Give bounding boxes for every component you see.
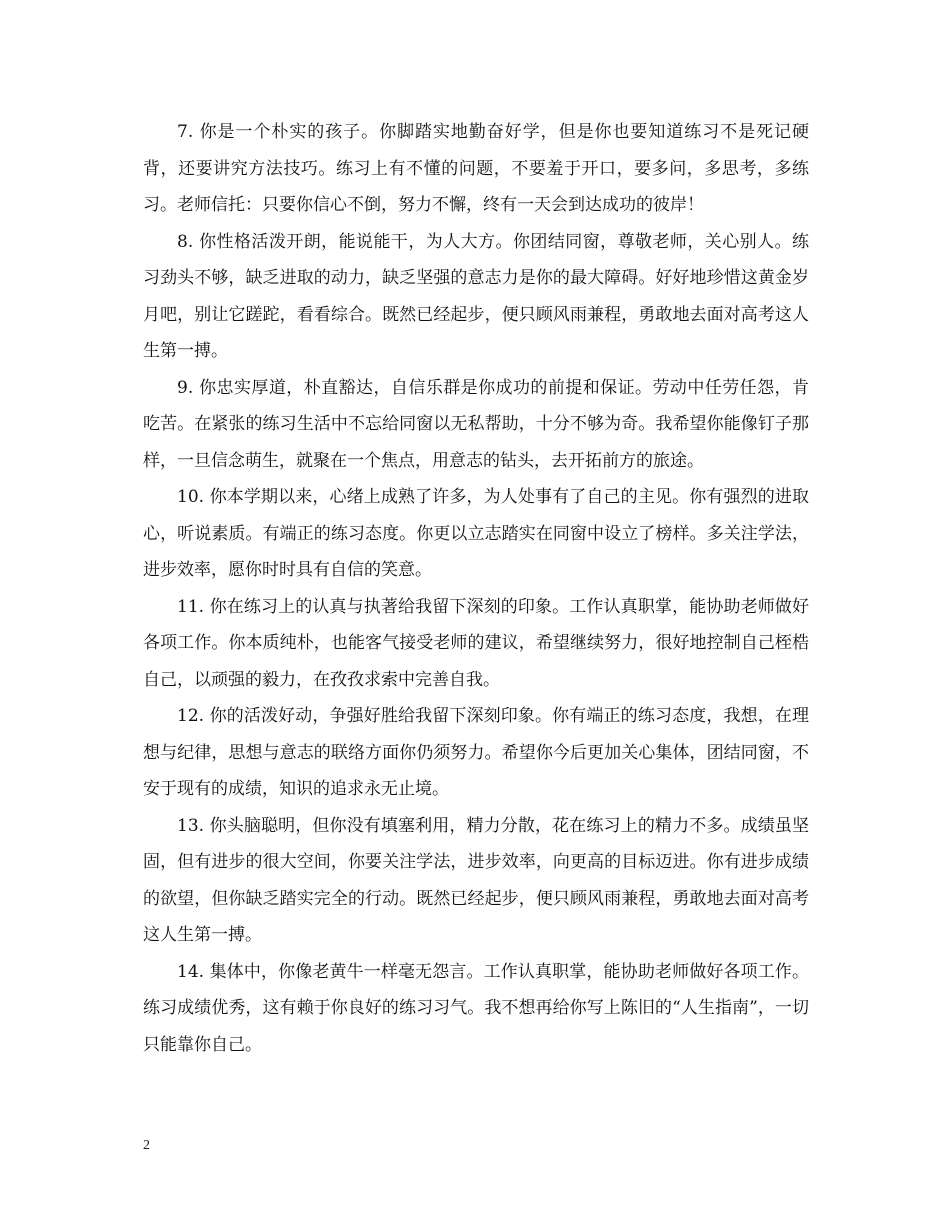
comment-paragraph-8: 8. 你性格活泼开朗，能说能干，为人大方。你团结同窗，尊敬老师，关心别人。练习劲头不够，缺乏进取的动力，缺乏坚强的意志力是你的最大障碍。好好地珍惜这黄金岁月吧，别让它蹉跎，看看综合。既然已经起步，便只顾风雨兼程，勇敢地去面对高考这人生第一搏。: [143, 231, 809, 361]
comment-paragraph-7: 7. 你是一个朴实的孩子。你脚踏实地勤奋好学，但是你也要知道练习不是死记硬背，还要讲究方法技巧。练习上有不懂的问题，不要羞于开口，要多问，多思考，多练习。老师信托：只要你信心不倒，努力不懈，终有一天会到达成功的彼岸！: [143, 122, 809, 215]
page-number: 2: [143, 1138, 150, 1153]
document-body: [143, 114, 809, 1063]
comment-paragraph-13: 13. 你头脑聪明，但你没有填塞利用，精力分散，花在练习上的精力不多。成绩虽坚固，但有进步的很大空间，你要关注学法，进步效率，向更高的目标迈进。你有进步成绩的欲望，但你缺乏踏实完全的行动。既然已经起步，便只顾风雨兼程，勇敢地去面对高考这人生第一搏。: [143, 815, 809, 945]
comment-paragraph-14: 14. 集体中，你像老黄牛一样毫无怨言。工作认真职掌，能协助老师做好各项工作。练习成绩优秀，这有赖于你良好的练习习气。我不想再给你写上陈旧的“人生指南”，一切只能靠你自己。: [143, 961, 809, 1055]
comment-paragraph-11: 11. 你在练习上的认真与执著给我留下深刻的印象。工作认真职掌，能协助老师做好各项工作。你本质纯朴，也能客气接受老师的建议，希望继续努力，很好地控制自己桎梏自己，以顽强的毅力，在孜孜求索中完善自我。: [143, 596, 809, 690]
comment-paragraph-9: 9. 你忠实厚道，朴直豁达，自信乐群是你成功的前提和保证。劳动中任劳任怨，肯吃苦。在紧张的练习生活中不忘给同窗以无私帮助，十分不够为奇。我希望你能像钉子那样，一旦信念萌生，就聚在一个焦点，用意志的钻头，去开拓前方的旅途。: [143, 377, 809, 471]
comment-paragraph-10: 10. 你本学期以来，心绪上成熟了许多，为人处事有了自己的主见。你有强烈的进取心，听说素质。有端正的练习态度。你更以立志踏实在同窗中设立了榜样。多关注学法，进步效率，愿你时时具有自信的笑意。: [143, 487, 809, 580]
comment-paragraph-12: 12. 你的活泼好动，争强好胜给我留下深刻印象。你有端正的练习态度，我想，在理想与纪律，思想与意志的联络方面你仍须努力。希望你今后更加关心集体，团结同窗，不安于现有的成绩，知识的追求永无止境。: [143, 706, 809, 799]
